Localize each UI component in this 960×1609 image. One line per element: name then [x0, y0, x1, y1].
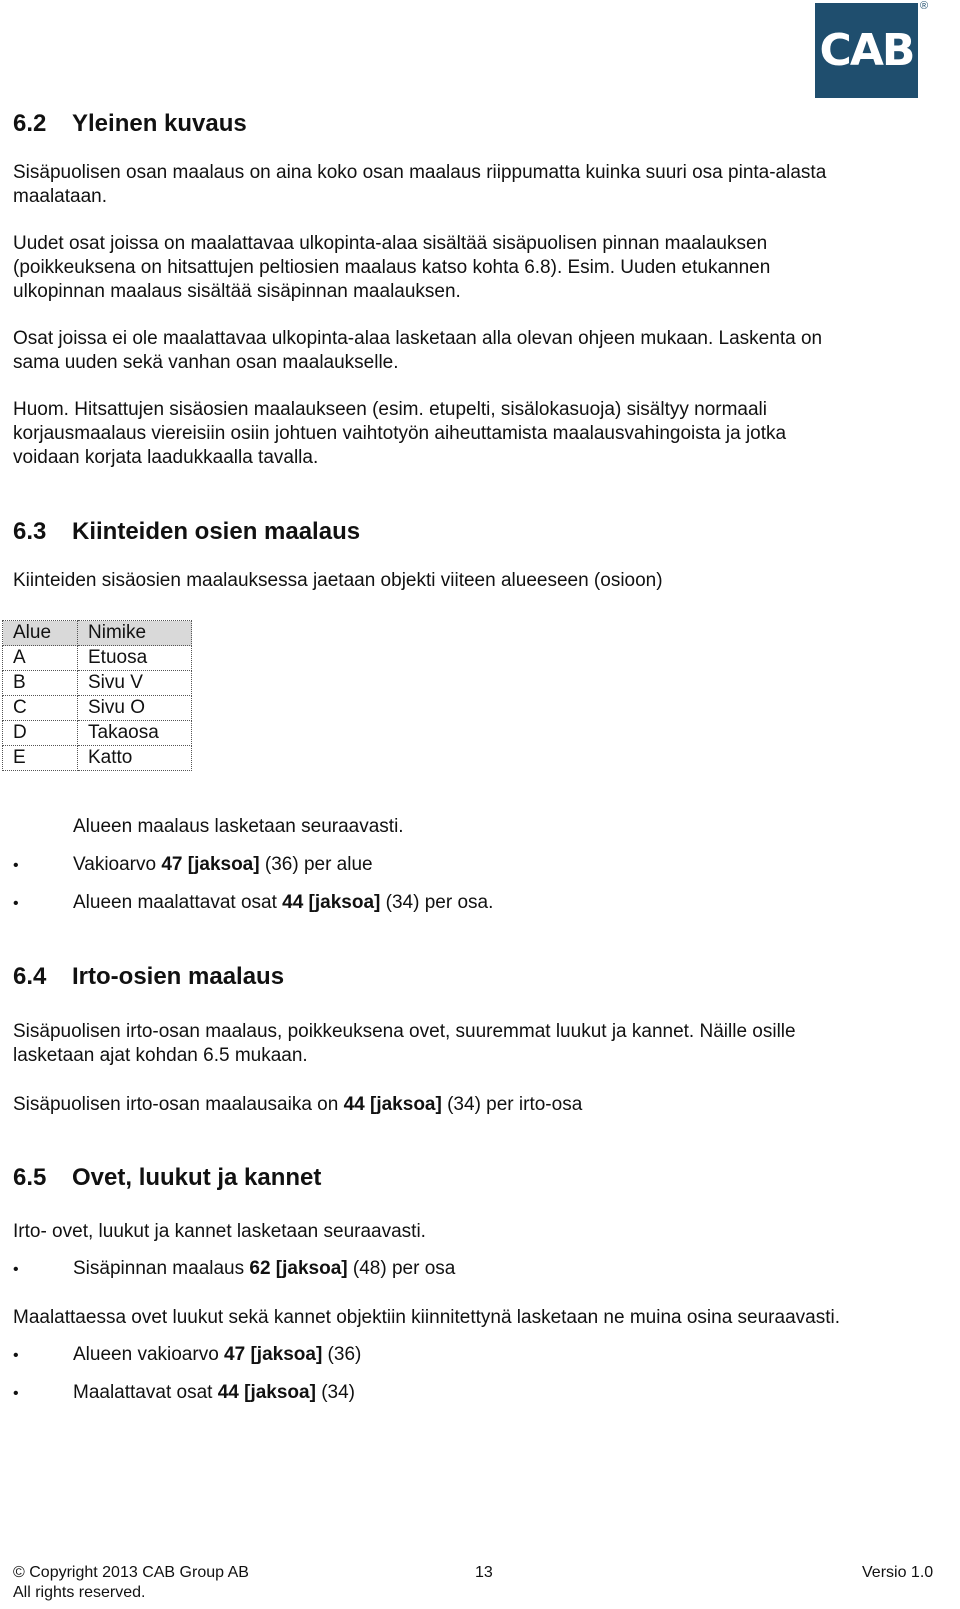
- table-row: [3, 746, 192, 771]
- emphasis: 44 [jaksoa]: [282, 892, 381, 913]
- paragraph: Kiinteiden sisäosien maalauksessa jaetaan objekti viiteen alueeseen (osioon): [13, 570, 663, 591]
- table-row: [3, 696, 192, 721]
- registered-mark: ®: [920, 0, 929, 12]
- text-line: ulkopinnan maalaus sisältää sisäpinnan maalauksen.: [13, 281, 461, 302]
- text: (34) per osa.: [380, 892, 494, 913]
- bullet-glyph: •: [13, 1385, 19, 1402]
- paragraph: [13, 1093, 933, 1117]
- text-line: voidaan korjata laadukkaalla tavalla.: [13, 447, 319, 468]
- page-number: 13: [475, 1564, 493, 1581]
- section-title: Ovet, luukut ja kannet: [72, 1164, 322, 1191]
- text-line: maalataan.: [13, 186, 108, 207]
- text-line: Osat joissa ei ole maalattavaa ulkopinta-alaa lasketaan alla olevan ohjeen mukaan. Laskenta on: [13, 328, 823, 349]
- table-cell: D: [3, 721, 78, 746]
- text-line: korjausmaalaus viereisiin osiin johtuen vaihtotyön aiheuttamista maalausvahingoista ja jotka: [13, 423, 787, 444]
- text-line: (poikkeuksena on hitsattujen peltiosien maalaus katso kohta 6.8). Esim. Uuden etukannen: [13, 257, 771, 278]
- paragraph: [13, 1020, 933, 1068]
- text: Sisäpinnan maalaus: [73, 1258, 250, 1279]
- bullet-item: [73, 891, 493, 915]
- paragraph: [13, 398, 933, 470]
- table-cell: E: [3, 746, 78, 771]
- text-line: Sisäpuolisen osan maalaus on aina koko osan maalaus riippumatta kuinka suuri osa pinta-alasta: [13, 162, 827, 183]
- emphasis: 44 [jaksoa]: [217, 1382, 316, 1403]
- table-cell: B: [3, 671, 78, 696]
- text: Sisäpuolisen irto-osan maalausaika on: [13, 1094, 344, 1115]
- text: Alueen vakioarvo: [73, 1344, 225, 1365]
- section-number: 6.3: [13, 518, 47, 545]
- table-cell: Sivu V: [78, 671, 192, 696]
- bullet-item: [73, 1257, 455, 1281]
- bullet-item: [73, 1381, 355, 1405]
- table-cell: Katto: [78, 746, 192, 771]
- section-number: 6.5: [13, 1164, 47, 1191]
- heading-6-2: [13, 110, 247, 138]
- text: Alueen maalattavat osat: [73, 892, 283, 913]
- table-cell: Sivu O: [78, 696, 192, 721]
- text: (36): [322, 1344, 362, 1365]
- table-row: [3, 721, 192, 746]
- footer-version: Versio 1.0: [862, 1564, 934, 1581]
- paragraph: [13, 327, 933, 375]
- bullet-glyph: •: [13, 857, 19, 874]
- logo-text: CAB: [819, 25, 914, 76]
- cab-logo: [815, 3, 918, 98]
- emphasis: 47 [jaksoa]: [161, 854, 260, 875]
- table-header-cell: Alue: [3, 621, 78, 646]
- heading-6-4: [13, 963, 284, 991]
- text: (34) per irto-osa: [441, 1094, 583, 1115]
- paragraph: Maalattaessa ovet luukut sekä kannet objektiin kiinnitettynä lasketaan ne muina osina seuraavasti.: [13, 1307, 840, 1328]
- text: Vakioarvo: [73, 854, 162, 875]
- emphasis: 62 [jaksoa]: [249, 1258, 348, 1279]
- paragraph: [13, 161, 933, 209]
- bullet-item: [73, 1343, 361, 1367]
- table-cell: A: [3, 646, 78, 671]
- heading-6-3: [13, 518, 360, 546]
- section-title: Yleinen kuvaus: [72, 110, 247, 137]
- paragraph: [13, 232, 933, 304]
- section-title: Irto-osien maalaus: [72, 963, 285, 990]
- emphasis: 47 [jaksoa]: [224, 1344, 323, 1365]
- table-row: [3, 646, 192, 671]
- paragraph: Irto- ovet, luukut ja kannet lasketaan seuraavasti.: [13, 1221, 426, 1242]
- text: (34): [315, 1382, 356, 1403]
- text: Maalattavat osat: [73, 1382, 218, 1403]
- text: (36) per alue: [259, 854, 373, 875]
- section-number: 6.4: [13, 963, 47, 990]
- area-table: [2, 620, 192, 771]
- bullet-glyph: •: [13, 895, 19, 912]
- table-cell: C: [3, 696, 78, 721]
- text: (48) per osa: [347, 1258, 456, 1279]
- footer-copyright: © Copyright 2013 CAB Group AB: [13, 1564, 249, 1581]
- lead-text: Alueen maalaus lasketaan seuraavasti.: [73, 816, 404, 837]
- table-header-cell: Nimike: [78, 621, 192, 646]
- table-header-row: [3, 621, 192, 646]
- footer-rights: All rights reserved.: [13, 1584, 146, 1601]
- text-line: Huom. Hitsattujen sisäosien maalaukseen (esim. etupelti, sisälokasuoja) sisältyy normaali: [13, 399, 767, 420]
- section-title: Kiinteiden osien maalaus: [72, 518, 361, 545]
- section-number: 6.2: [13, 110, 47, 137]
- bullet-item: [73, 853, 373, 877]
- table-cell: Etuosa: [78, 646, 192, 671]
- text-line: Sisäpuolisen irto-osan maalaus, poikkeuksena ovet, suuremmat luukut ja kannet. Näille osille: [13, 1021, 796, 1042]
- text-line: sama uuden sekä vanhan osan maalaukselle.: [13, 352, 399, 373]
- table-row: [3, 671, 192, 696]
- text-line: lasketaan ajat kohdan 6.5 mukaan.: [13, 1045, 308, 1066]
- table-cell: Takaosa: [78, 721, 192, 746]
- heading-6-5: [13, 1164, 321, 1192]
- emphasis: 44 [jaksoa]: [343, 1094, 442, 1115]
- text-line: Uudet osat joissa on maalattavaa ulkopinta-alaa sisältää sisäpuolisen pinnan maalauksen: [13, 233, 768, 254]
- bullet-glyph: •: [13, 1261, 19, 1278]
- bullet-glyph: •: [13, 1347, 19, 1364]
